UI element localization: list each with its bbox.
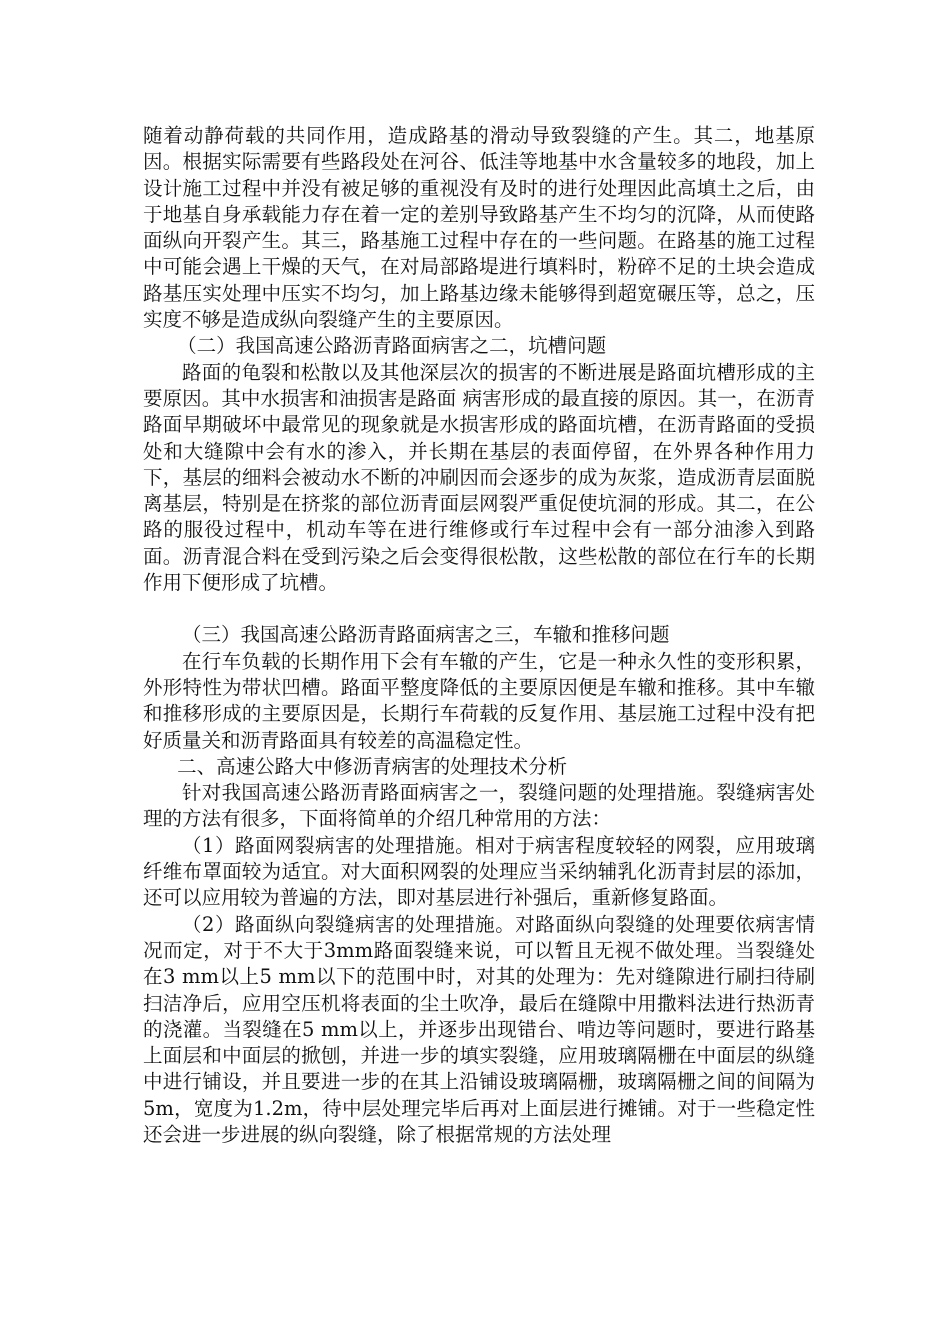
paragraph-rutting: 在行车负载的长期作用下会有车辙的产生，它是一种永久性的变形积累，外形特性为带状凹槽。路面平整度降低的主要原因便是车辙和推移。其中车辙和推移形成的主要原因是，长期行车荷载的反复作用、基层施工过程中没有把好质量关和沥青路面具有较差的高温稳定性。 — [143, 649, 815, 752]
paragraph-subgrade-causes: 随着动静荷载的共同作用，造成路基的滑动导致裂缝的产生。其二，地基原因。根据实际需要有些路段处在河谷、低洼等地基中水含量较多的地段，加上设计施工过程中并没有被足够的重视没有及时的进行处理因此高填土之后，由于地基自身承载能力存在着一定的差别导致路基产生不均匀的沉降，从而使路面纵向开裂产生。其三，路基施工过程中存在的一些问题。在路基的施工过程中可能会遇上干燥的天气，在对局部路堤进行填料时，粉碎不足的土块会造成路基压实处理中压实不均匀，加上路基边缘未能够得到超宽碾压等，总之，压实度不够是造成纵向裂缝产生的主要原因。 — [143, 124, 815, 332]
paragraph-longitudinal-cracks: （2）路面纵向裂缝病害的处理措施。对路面纵向裂缝的处理要依病害情况而定，对于不大于3mm路面裂缝来说，可以暂且无视不做处理。当裂缝处在3 mm以上5 mm以下的范围中时，对其的处理为：先对缝隙进行刷扫待刷扫洁净后，应用空压机将表面的尘土吹净，最后在缝隙中用撒料法进行热沥青的浇灌。当裂缝在5 mm以上，并逐步出现错台、啃边等问题时，要进行路基上面层和中面层的掀刨，并进一步的填实裂缝，应用玻璃隔栅在中面层的纵缝中进行铺设，并且要进一步的在其上沿铺设玻璃隔栅，玻璃隔栅之间的间隔为5m，宽度为1.2m，待中层处理完毕后再对上面层进行摊铺。对于一些稳定性还会进一步进展的纵向裂缝，除了根据常规的方法处理 — [143, 912, 815, 1146]
paragraph-crack-measures-intro: 针对我国高速公路沥青路面病害之一，裂缝问题的处理措施。裂缝病害处理的方法有很多，下面将简单的介绍几种常用的方法： — [143, 781, 815, 831]
paragraph-mesh-cracks: （1）路面网裂病害的处理措施。相对于病害程度较轻的网裂，应用玻璃纤维布罩面较为适宜。对大面积网裂的处理应当采纳辅乳化沥青封层的添加，还可以应用较为普遍的方法，即对基层进行补强后，重新修复路面。 — [143, 833, 815, 910]
document-page — [143, 123, 815, 1148]
heading-treatment-analysis: 二、高速公路大中修沥青病害的处理技术分析 — [177, 754, 568, 778]
heading-rutting: （三）我国高速公路沥青路面病害之三，车辙和推移问题 — [182, 623, 670, 647]
blank-line — [143, 596, 815, 622]
heading-potholes: （二）我国高速公路沥青路面病害之二，坑槽问题 — [177, 334, 607, 358]
paragraph-potholes: 路面的龟裂和松散以及其他深层次的损害的不断进展是路面坑槽形成的主要原因。其中水损害和油损害是路面 病害形成的最直接的原因。其一，在沥青路面早期破坏中最常见的现象就是水损害形成的路面坑槽，在沥青路面的受损处和大缝隙中会有水的渗入，并长期在基层的表面停留，在外界各种作用力下，基层的细料会被动水不断的冲刷因而会逐步的成为灰浆，造成沥青层面脱离基层，特别是在挤浆的部位沥青面层网裂严重促使坑洞的形成。其二，在公路的服役过程中，机动车等在进行维修或行车过程中会有一部分油渗入到路面。沥青混合料在受到污染之后会变得很松散，这些松散的部位在行车的长期作用下便形成了坑槽。 — [143, 360, 815, 595]
